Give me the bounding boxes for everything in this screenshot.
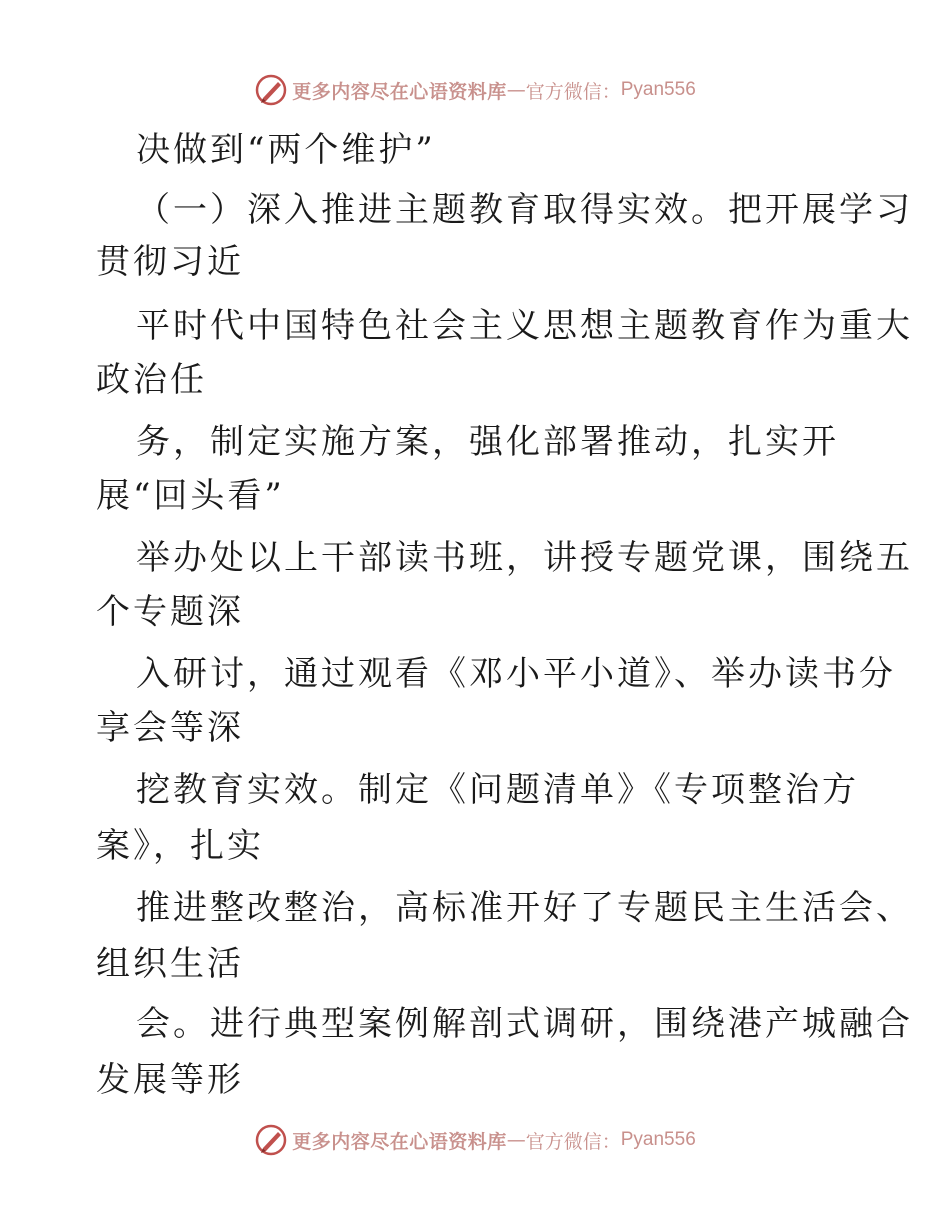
text-line: 务，制定实施方案，强化部署推动，扎实开 bbox=[136, 422, 839, 462]
text-line: 发展等形 bbox=[96, 1060, 244, 1100]
pen-logo-icon bbox=[254, 1123, 288, 1157]
text-line: 个专题深 bbox=[96, 592, 244, 632]
watermark-id: Pyan556 bbox=[620, 79, 696, 100]
pen-logo-icon bbox=[254, 73, 288, 107]
text-line: 政治任 bbox=[96, 360, 207, 400]
text-line: （一）深入推进主题教育取得实效。把开展学习 bbox=[136, 190, 913, 230]
header-watermark bbox=[0, 70, 950, 110]
text-line: 入研讨，通过观看《邓小平小道》、举办读书分 bbox=[136, 654, 896, 694]
watermark-text: 更多内容尽在心语资料库 bbox=[292, 80, 507, 103]
watermark-dash: — bbox=[506, 1129, 526, 1151]
text-line: 会。进行典型案例解剖式调研，围绕港产城融合 bbox=[136, 1004, 913, 1044]
watermark-id: Pyan556 bbox=[620, 1129, 696, 1150]
text-line: 决做到“两个维护” bbox=[136, 130, 436, 170]
text-line: 平时代中国特色社会主义思想主题教育作为重大 bbox=[136, 306, 913, 346]
text-line: 挖教育实效。制定《问题清单》《专项整治方 bbox=[136, 770, 859, 810]
text-line: 举办处以上干部读书班，讲授专题党课，围绕五 bbox=[136, 538, 913, 578]
text-line: 推进整改整治，高标准开好了专题民主生活会、 bbox=[136, 888, 913, 928]
text-line: 享会等深 bbox=[96, 708, 244, 748]
watermark-dash: — bbox=[506, 79, 526, 101]
watermark-text: 更多内容尽在心语资料库 bbox=[292, 1130, 507, 1153]
watermark-label: 官方微信： bbox=[525, 1130, 621, 1153]
text-line: 案》，扎实 bbox=[96, 826, 264, 866]
text-line: 组织生活 bbox=[96, 944, 244, 984]
footer-watermark bbox=[0, 1120, 950, 1160]
watermark-label: 官方微信： bbox=[525, 80, 621, 103]
text-line: 贯彻习近 bbox=[96, 242, 244, 282]
text-line: 展“回头看” bbox=[96, 476, 285, 516]
